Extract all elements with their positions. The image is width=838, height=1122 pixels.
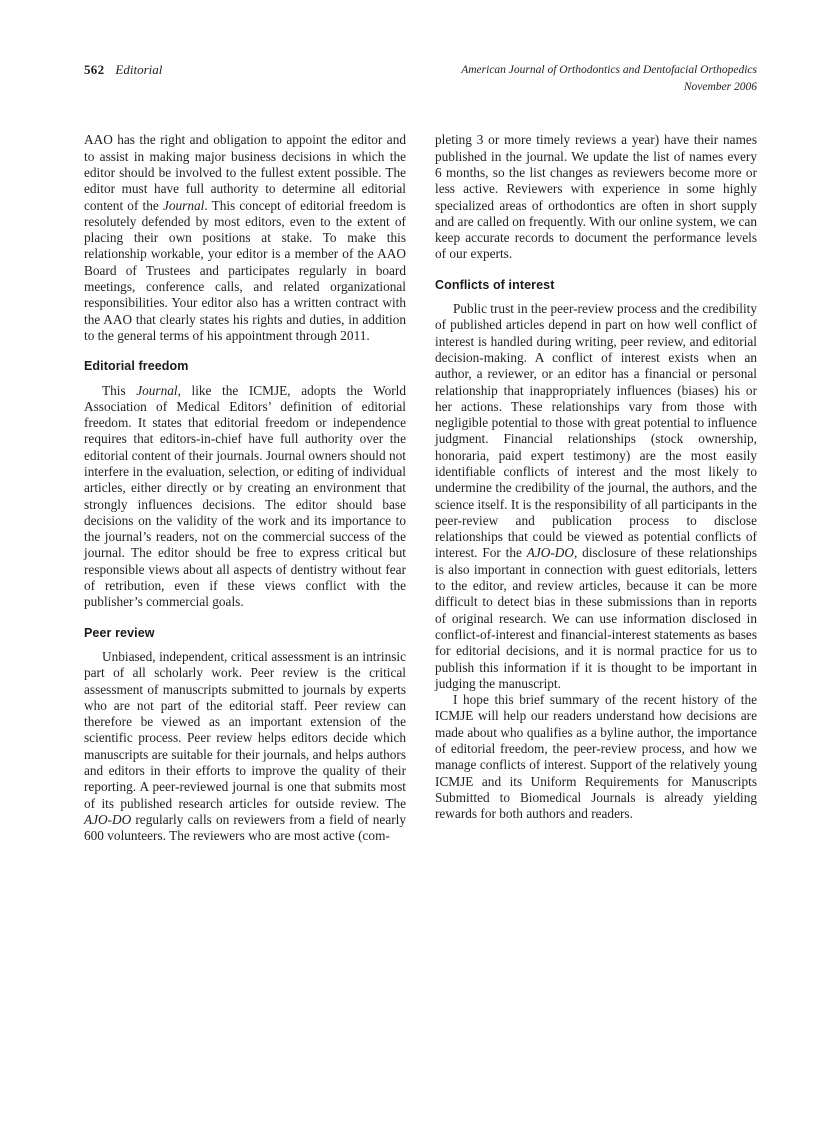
section-heading-editorial-freedom: Editorial freedom [84,359,189,374]
paragraph-peer-review [84,649,406,845]
text-run: . This concept of editorial freedom is resolutely defended by most editors, even to the extent of placing their own positions at stake. To make this relationship workable, your editor is a member of the AAO Board of Trustees and participates regularly in board meetings, conference calls, and related organizational responsibilities. Your editor also has a written contract with the AAO that clearly states his rights and duties, in addition to the general terms of his appointment through 2011. [84,197,406,343]
italic-text-run: AJO-DO [84,811,132,827]
column-right [435,132,757,844]
text-run: , disclosure of these relationships is also important in connection with guest editorials, letters to the editor, and review articles, because it can be more difficult to detect bias in these submissions than in reports of original research. We can use information disclosed in conflict-of-interest and financial-interest statements as bases for editorial decisions, and it is normal practice for us to publish this information if it is thought to be important in judging the manuscript. [435,545,757,691]
text-run: regularly calls on reviewers from a field of nearly 600 volunteers. The reviewers who are most active (com- [84,811,406,844]
journal-name: American Journal of Orthodontics and Dentofacial Orthopedics [461,64,757,76]
page-number: 562 [84,62,105,77]
running-header [84,62,757,95]
text-run: Unbiased, independent, critical assessment is an intrinsic part of all scholarly work. Peer review is the critical assessment of manuscripts submitted to journals by experts who are not part of the editorial staff. Peer review can therefore be viewed as an important extension of the scientific process. Peer review helps editors decide which manuscripts are suitable for their journals, and helps authors and editors in their efforts to improve the quality of their reporting. A peer-reviewed journal is one that submits most of its published research articles for outside review. The [84,648,406,811]
italic-text-run: Journal [136,382,178,398]
italic-text-run: Journal [162,197,205,213]
header-right [461,62,757,95]
paragraph-closing-summary [435,692,757,822]
article-body [84,132,757,844]
paragraph-editorial-freedom [84,383,406,611]
paragraph-conflicts-of-interest [435,301,757,692]
header-left [84,62,162,78]
issue-date: November 2006 [683,80,757,93]
text-run: , like the ICMJE, adopts the World Association of Medical Editors’ definition of editorial freedom. It states that editorial freedom or independence requires that editors-in-chief have full authority over the editorial content of their journals. Journal owners should not interfere in the evaluation, selection, or editing of individual articles, either directly or by creating an environment that strongly influences decisions. The editor should base decisions on the validity of the work and its importance to the journal’s readers, not on the commercial success of the journal. The editor should be free to express critical but responsible views about all aspects of dentistry without fear of retribution, even if these views conflict with the publisher’s commercial goals. [84,382,406,610]
paragraph-peer-review-continuation [435,132,757,262]
text-run: Public trust in the peer-review process and the credibility of published articles depend in part on how well conflict of interest is handled during writing, peer review, and editorial decision-making. A conflict of interest exists when an author, a reviewer, or an editor has a financial or personal relationship that inappropriately influences (biases) his or her actions. These relationships vary from those with negligible potential to those with great potential to influence judgment. Financial relationships (stock ownership, honoraria, paid expert testimony) are the most easily identifiable conflicts of interest and the most likely to undermine the credibility of the journal, the authors, and the science itself. It is the responsibility of all participants in the peer-review and publication process to disclose relationships that could be viewed as potential conflicts of interest. For the [435,301,757,561]
text-run: This [102,382,137,398]
paragraph-aao-continuation [84,132,406,344]
italic-text-run: AJO-DO [526,545,574,561]
section-label: Editorial [115,62,163,77]
text-run: I hope this brief summary of the recent history of the ICMJE will help our readers understand how decisions are made about who qualifies as a byline author, the importance of editorial freedom, the peer-review process, and how we manage conflicts of interest. Support of the relatively young ICMJE and its Uniform Requirements for Manuscripts Submitted to Biomedical Journals is already yielding rewards for both authors and readers. [435,692,757,822]
section-heading-conflicts-of-interest: Conflicts of interest [435,277,555,292]
text-run: pleting 3 or more timely reviews a year) have their names published in the journal. We update the list of names every 6 months, so the list changes as reviewers become more or less active. Reviewers with experience in some highly specialized areas of orthodontics are often in short supply and are called on frequently. With our online system, we can keep accurate records to document the performance levels of our experts. [435,132,757,262]
section-heading-peer-review: Peer review [84,625,155,640]
column-left [84,132,406,844]
text-run: AAO has the right and obligation to appoint the editor and to assist in making major business decisions in which the editor should be involved to the fullest extent possible. The editor must have full authority to determine all editorial content of the [84,132,406,213]
